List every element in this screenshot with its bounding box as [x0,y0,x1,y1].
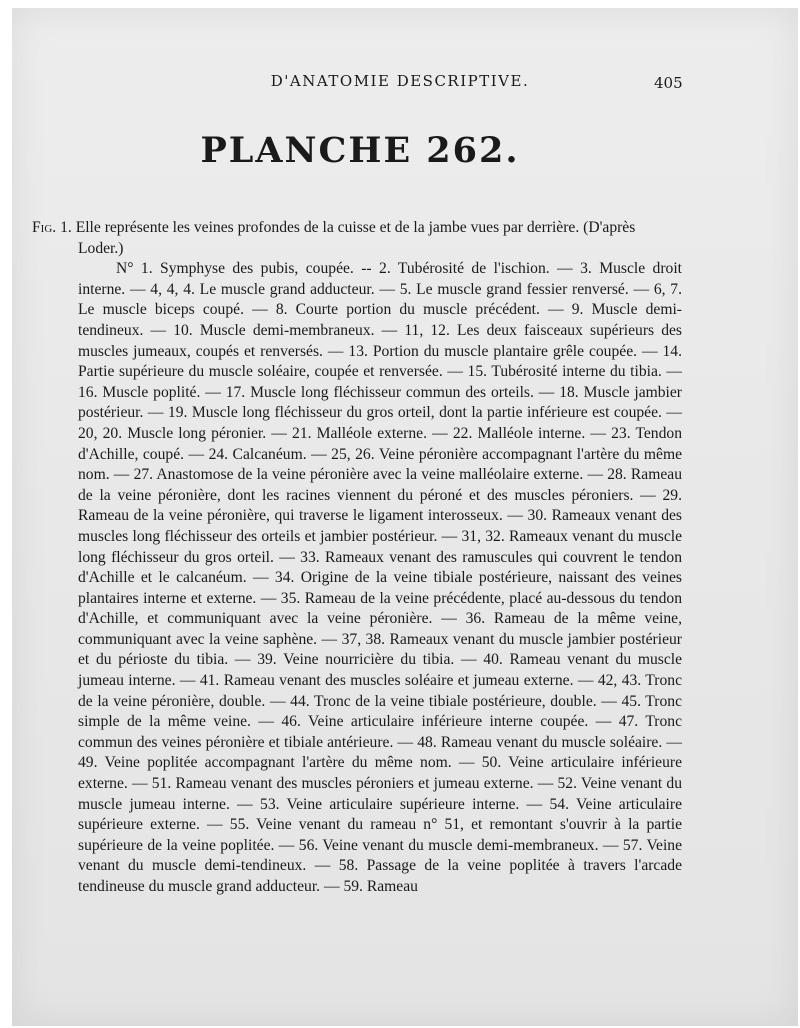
figure-caption-text: Elle représente les veines profondes de la cuisse et de la jambe vues par derrière. (D'après Loder.) [75,219,636,257]
legend-paragraph: N° 1. Symphyse des pubis, coupée. -- 2. Tubérosité de l'ischion. — 3. Muscle droit interne. — 4, 4, 4. Le muscle grand adducteur. — 5. Le muscle grand fessier renversé. — 6, 7. Le muscle biceps coupé. — 8. Courte portion du muscle précédent. — 9. Muscle demi-tendineux. — 10. Muscle demi-membraneux. — 11, 12. Les deux faisceaux supérieurs des muscles jumeaux, coupés et renversés. — 13. Portion du muscle plantaire grêle coupée. — 14. Partie supérieure du muscle soléaire, coupée et renversée. — 15. Tubérosité interne du tibia. — 16. Muscle poplité. — 17. Muscle long fléchisseur commun des orteils. — 18. Muscle jambier postérieur. — 19. Muscle long fléchisseur du gros orteil, dont la partie inférieure est coupée. — 20, 20. Muscle long péronier. — 21. Malléole externe. — 22. Malléole interne. — 23. Tendon d'Achille, coupé. — 24. Calcanéum. — 25, 26. Veine péronière accompagnant l'artère du même nom. — 27. Anastomose de la veine péronière avec la veine malléolaire externe. — 28. Rameau de la veine péronière, dont les racines viennent du péroné et des muscles péroniers. — 29. Rameau de la veine péronière, qui traverse le ligament interosseux. — 30. Rameaux venant des muscles long fléchisseur des orteils et jambier postérieur. — 31, 32. Rameaux venant du muscle long fléchisseur du gros orteil. — 33. Rameaux venant des ramuscules qui couvrent le tendon d'Achille et le calcanéum. — 34. Origine de la veine tibiale postérieure, naissant des veines plantaires interne et externe. — 35. Rameau de la veine précédente, placé au-dessous du tendon d'Achille, et communiquant avec la veine péronière. — 36. Rameau de la même veine, communiquant avec la veine saphène. — 37, 38. Rameaux venant du muscle jambier postérieur et du périoste du tibia. — 39. Veine nourricière du tibia. — 40. Rameau venant du muscle jumeau interne. — 41. Rameau venant des muscles soléaire et jumeau externe. — 42, 43. Tronc de la veine péronière, double. — 44. Tronc de la veine tibiale postérieure, double. — 45. Tronc simple de la même veine. — 46. Veine articulaire inférieure interne coupée. — 47. Tronc commun des veines péronière et tibiale antérieure. — 48. Rameau venant du muscle soléaire. — 49. Veine poplitée accompagnant l'artère du même nom. — 50. Veine articulaire inférieure externe. — 51. Rameau venant des muscles péroniers et jumeau externe. — 52. Veine venant du muscle jumeau interne. — 53. Veine articulaire supérieure interne. — 54. Veine articulaire supérieure externe. — 55. Veine venant du rameau n° 51, et remontant s'ouvrir à la partie supérieure de la veine poplitée. — 56. Veine venant du muscle demi-membraneux. — 57. Veine venant du muscle demi-tendineux. — 58. Passage de la veine poplitée à travers l'arcade tendineuse du muscle grand adducteur. — 59. Rameau [78,260,682,895]
text-block [32,218,682,898]
page-number: 405 [654,74,683,92]
figure-caption [32,218,682,259]
running-title: D'ANATOMIE DESCRIPTIVE. [270,72,530,90]
plate-title: PLANCHE 262. [200,130,520,171]
figure-label: Fig. 1. [32,219,72,236]
